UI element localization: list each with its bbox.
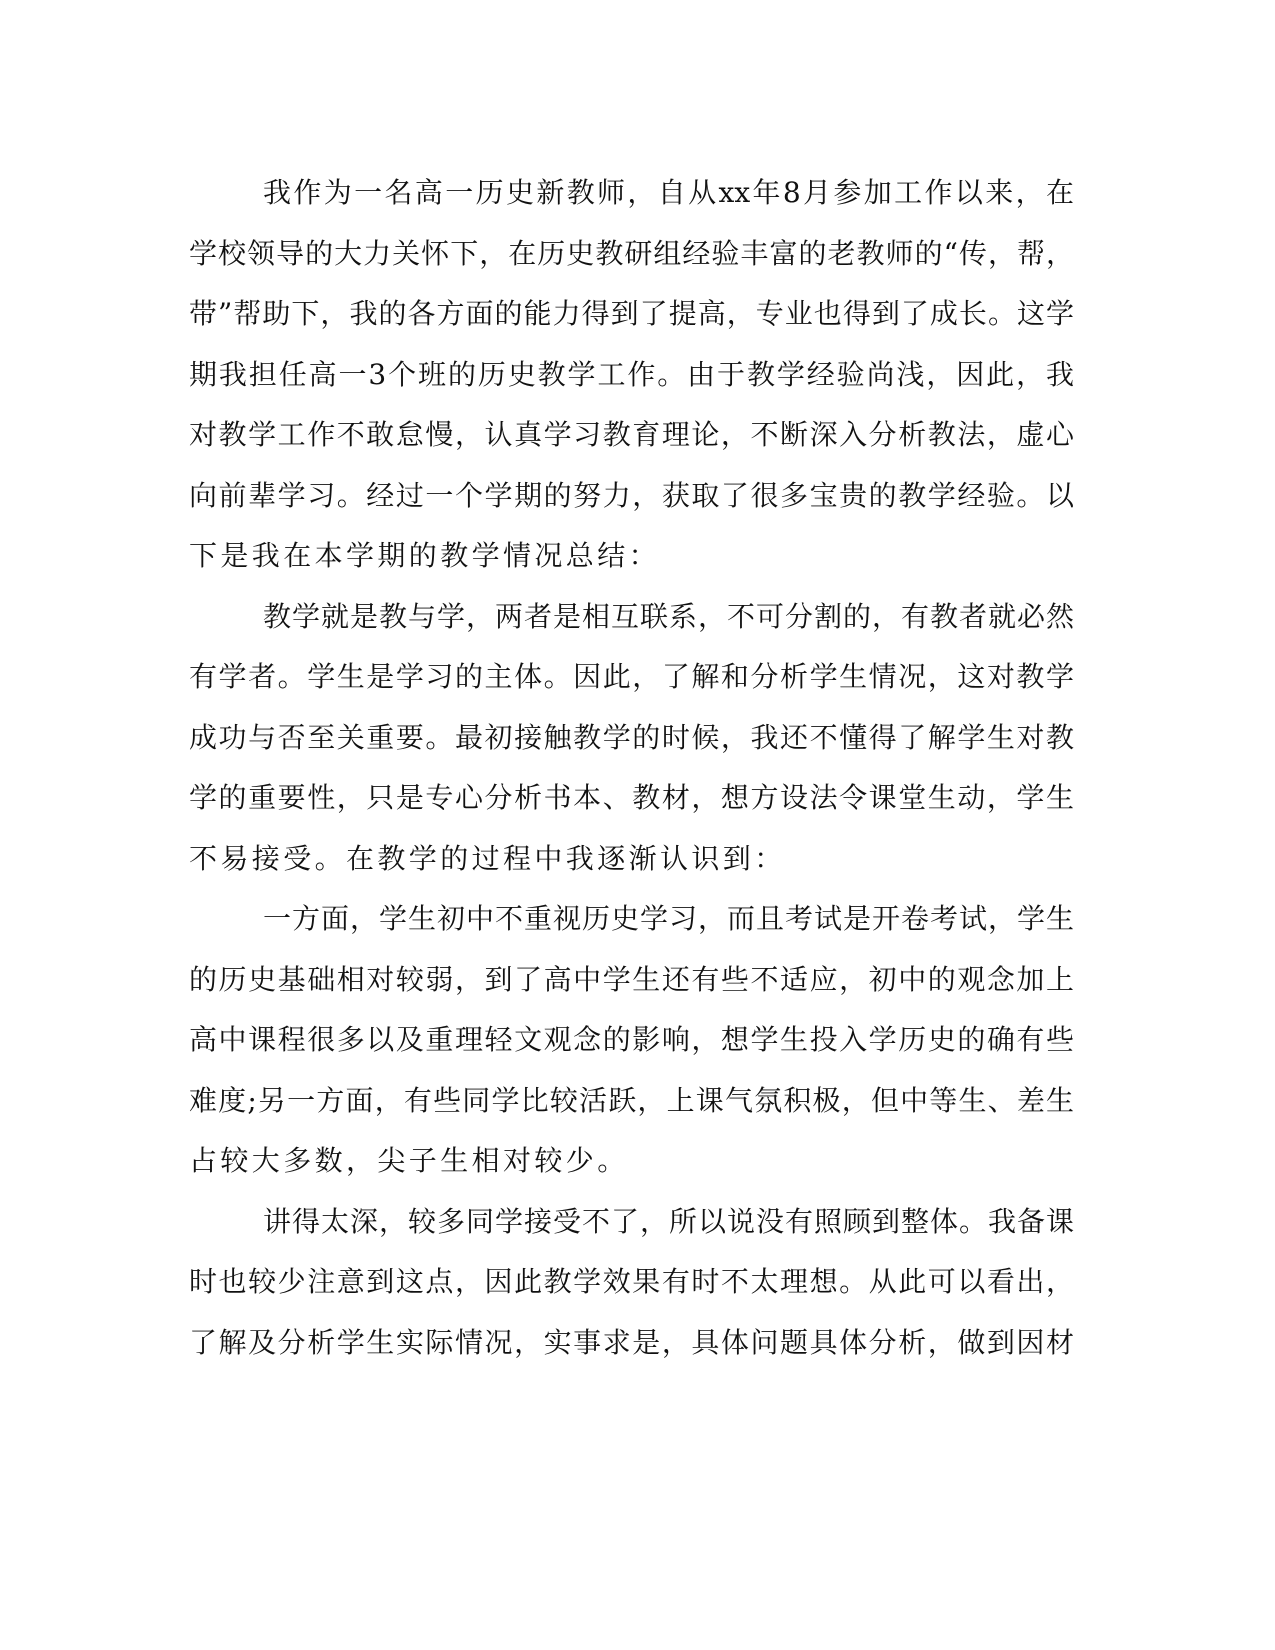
text-line: 成功与否至关重要。最初接触教学的时候，我还不懂得了解学生对教 xyxy=(189,720,1074,754)
text-line: 教学就是教与学，两者是相互联系，不可分割的，有教者就必然 xyxy=(263,599,1074,633)
text-line: 了解及分析学生实际情况，实事求是，具体问题具体分析，做到因材 xyxy=(189,1325,1074,1359)
text-line: 学的重要性，只是专心分析书本、教材，想方设法令课堂生动，学生 xyxy=(189,781,1074,814)
text-line: 时也较少注意到这点，因此教学效果有时不太理想。从此可以看出， xyxy=(189,1265,1074,1298)
text-line: 讲得太深，较多同学接受不了，所以说没有照顾到整体。我备课 xyxy=(263,1204,1074,1238)
text-line: 不易接受。在教学的过程中我逐渐认识到： xyxy=(189,841,786,875)
text-line: 带”帮助下，我的各方面的能力得到了提高，专业也得到了成长。这学 xyxy=(189,297,1074,330)
text-line: 向前辈学习。经过一个学期的努力，获取了很多宝贵的教学经验。以 xyxy=(189,478,1074,512)
text-line: 学校领导的大力关怀下，在历史教研组经验丰富的老教师的“传，帮， xyxy=(189,236,1074,270)
paragraph-1 xyxy=(189,163,1074,587)
paragraph-3 xyxy=(189,889,1074,1192)
text-line: 我作为一名高一历史新教师，自从xx年8月参加工作以来，在 xyxy=(263,176,1074,209)
text-line: 高中课程很多以及重理轻文观念的影响，想学生投入学历史的确有些 xyxy=(189,1023,1074,1056)
document-body xyxy=(189,163,1074,1373)
paragraph-2 xyxy=(189,587,1074,890)
text-line: 占较大多数，尖子生相对较少。 xyxy=(189,1144,629,1177)
text-line: 的历史基础相对较弱，到了高中学生还有些不适应，初中的观念加上 xyxy=(189,962,1074,996)
paragraph-4 xyxy=(189,1192,1074,1374)
text-line: 难度;另一方面，有些同学比较活跃，上课气氛积极，但中等生、差生 xyxy=(189,1083,1074,1117)
text-line: 下是我在本学期的教学情况总结： xyxy=(189,539,661,572)
text-line: 对教学工作不敢怠慢，认真学习教育理论，不断深入分析教法，虚心 xyxy=(189,418,1074,451)
text-line: 期我担任高一3个班的历史教学工作。由于教学经验尚浅，因此，我 xyxy=(189,357,1074,391)
text-line: 一方面，学生初中不重视历史学习，而且考试是开卷考试，学生 xyxy=(263,902,1074,935)
text-line: 有学者。学生是学习的主体。因此，了解和分析学生情况，这对教学 xyxy=(189,660,1074,693)
